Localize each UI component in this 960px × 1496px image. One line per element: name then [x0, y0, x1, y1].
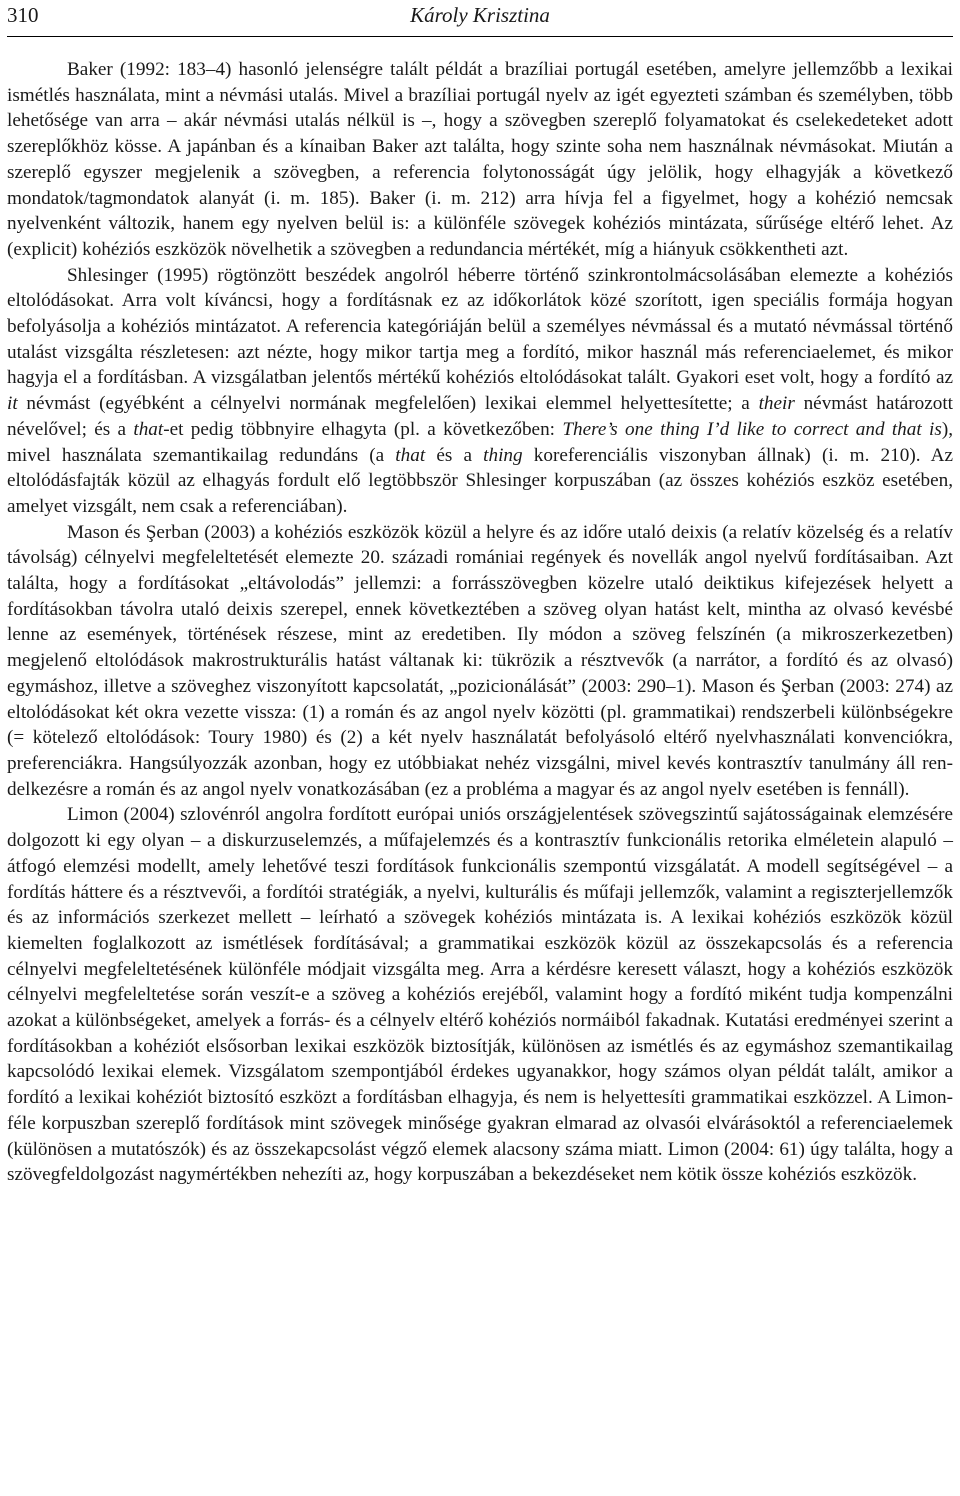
- text-run: névmást határozott névelővel; és a: [7, 393, 953, 440]
- paragraph: [7, 57, 953, 263]
- italic-term: it: [7, 393, 18, 415]
- text-run: -et pedig többnyire elhagyta (pl. a következőben:: [163, 418, 563, 440]
- text-run: ), mivel használata szemantikailag redundáns (a: [7, 418, 954, 466]
- text-run: Mason és Şerban (2003) a kohéziós eszközök közül a helyre és az időre utaló deixis (a relatív közelség és a relatív távolság) célnyelvi megfeleltetését elemezte 20. századi romániai regények és novellák angol nyelvű fordításaiban. Azt találta, hogy a fordításokat „eltávolodás” jellemzi: a forrásszövegben közelre utaló deiktikus kifejezések helyett a fordításokban távolra utaló deixis szerepel, ennek következtében a szöveg olyan hatást kelt, mintha az olvasó kevésbé lenne az események, történések részese, mint az eredetiben. Ily módon a szöveg felszínén (a mikroszerkezetben) megjelenő eltolódások makrostrukturális hatást váltanak ki: tükrözik a résztvevők (a narrátor, a fordító és az olvasó) egymáshoz, illetve a szöveghez viszonyított kapcsolatát, „pozicionálását” (2003: 290–1). Mason és Şerban (2003: 274) az eltolódásokat két okra vezette vissza: (1) a román és az angol nyelv közötti (pl. grammatikai) rendszerbeli különbségekre (= kötelező eltolódások: Toury 1980) és (2) a két nyelv használatát befolyásoló eltérő nyelvhasználati konvenciókra, preferenciákra. Hangsúlyozzák azonban, hogy ez utóbbiakat nehéz vizsgálni, mivel kevés kontrasztív tanulmány áll rendelkezésre a román és az angol nyelv vonatkozásában (ez a probléma a magyar és az angol nyelv esetében is fennáll).: [7, 521, 953, 800]
- page-number: 310: [7, 3, 39, 27]
- paragraph: [7, 802, 953, 1188]
- italic-term: There’s one thing I’d like to correct and that is: [562, 418, 942, 440]
- text-run: és a: [425, 444, 484, 466]
- italic-term: their: [758, 393, 795, 415]
- body-text: [7, 57, 953, 1188]
- paragraph: [7, 520, 953, 803]
- text-run: névmást (egyébként a célnyelvi normának megfelelően) lexikai elemmel helyettesítette; a: [17, 393, 759, 415]
- page-header: [7, 0, 953, 37]
- text-run: Shlesinger (1995) rögtönzött beszédek angolról héberre történő szinkrontolmácsolásában elemezte a kohéziós eltolódásokat. Arra volt kíváncsi, hogy a fordításnak ez az időkorlátok közé szorított, igen speciális formája hogyan befolyásolja a kohéziós mintázatot. A referencia kategóriáján belül a személyes névmással és a mutató névmással történő utalást vizsgálta részletesen: azt nézte, hogy mikor tartja meg a fordító, mikor használ más referenciaelemet, és mikor hagyja el a fordításban. A vizsgálatban jelentős mértékű kohéziós eltolódásokat talált. Gyakori eset volt, hogy a fordító az: [7, 264, 953, 389]
- running-head-author: Károly Krisztina: [410, 3, 550, 27]
- italic-term: that: [133, 418, 164, 440]
- text-run: Limon (2004) szlovénról angolra fordított európai uniós országjelentések szövegszintű sajátosságainak elemzésére dolgozott ki egy olyan – a diskurzuselemzés, a műfajelemzés és a kontrasztív funkcionális retorika elméletein alapuló – átfogó elemzési modellt, amely lehetővé teszi fordítások funkcionális szempontú vizsgálatát. A modell segítségével – a fordítás háttere és a résztvevői, a fordítói stratégiák, a nyelvi, kulturális és műfaji jellemzők, valamint a regiszterjellemzők és az információs szerkezet mellett – leírható a szövegek kohéziós mintázata is. A lexikai kohéziós eszközök közül kiemelten foglalkozott az ismétlések fordításával; a grammatikai eszközök közül az összekapcsolás és a referencia célnyelvi megfeleltetésének különféle módjait vizsgálta meg. Arra a kérdésre keresett választ, hogy a kohéziós eszközök célnyelvi megfeleltetése során veszít-e a szöveg a kohéziós erejéből, valamint hogy a fordító miként tudja kompenzálni azokat a különbségeket, amelyek a forrás- és a célnyelv eltérő kohéziós normáiból fakadnak. Kutatási eredményei szerint a fordításokban a kohéziót elsősorban lexikai eszközök biztosítják, különösen az ismétlés és az egymáshoz szemantikailag kapcsolódó lexikai elemek. Vizsgálatom szempontjából érdekes ugyanakkor, hogy számos olyan példát talált, amikor a fordító a lexikai kohéziót biztosító eszközt a fordításban elhagyja, és nem is helyettesíti grammatikai eszközzel. A Limon-féle korpuszban szereplő fordítások mint szövegek minősége gyakran elmarad az olvasói elvárásoktól a referenciaelemek (különösen a mutatószók) és az összekapcsolást végző elemek alacsony száma miatt. Limon (2004: 61) úgy találta, hogy a szövegfeldolgozást nagymértékben nehezíti az, hogy korpuszában a bekezdéseket nem kötik össze kohéziós eszközök.: [7, 804, 953, 1186]
- text-run: koreferenciális viszonyban állnak) (i. m. 210). Az eltolódásfajták közül az elhagyás fordult elő legtöbbször Shlesinger korpuszában (az összes kohéziós eszköz esetében, amelyet vizsgált, nem csak a referenciában).: [7, 444, 953, 517]
- italic-term: that: [395, 444, 426, 466]
- text-run: Baker (1992: 183–4) hasonló jelenségre talált példát a brazíliai portugál esetében, amelyre jellemzőbb a lexikai ismétlés használata, mint a névmási utalás. Mivel a brazíliai portugál nyelv az igét egyezteti számban és személyben, több lehetősége van arra – akár névmási utalás nélkül is –, hogy a szövegben szereplő folyamatokat és cselekedeteket adott szereplőkhöz kösse. A japánban és a kínaiban Baker azt találta, hogy szinte soha nem használnak névmásokat. Miután a szereplő egyszer megjelenik a szövegben, a referencia folytonosságát úgy jelölik, hogy elhagyják a következő mondatok/tagmondatok alanyát (i. m. 185). Baker (i. m. 212) arra hívja fel a figyelmet, hogy a kohézió nemcsak nyelvenként változik, hanem egy nyelven belül is: a különféle szövegek kohéziós mintázata, sűrűsége eltérő lehet. Az (explicit) kohéziós eszközök növelhetik a szövegben a redundancia mértékét, míg a hiányuk csökkentheti azt.: [7, 59, 953, 260]
- italic-term: thing: [483, 444, 523, 466]
- paragraph: [7, 263, 953, 520]
